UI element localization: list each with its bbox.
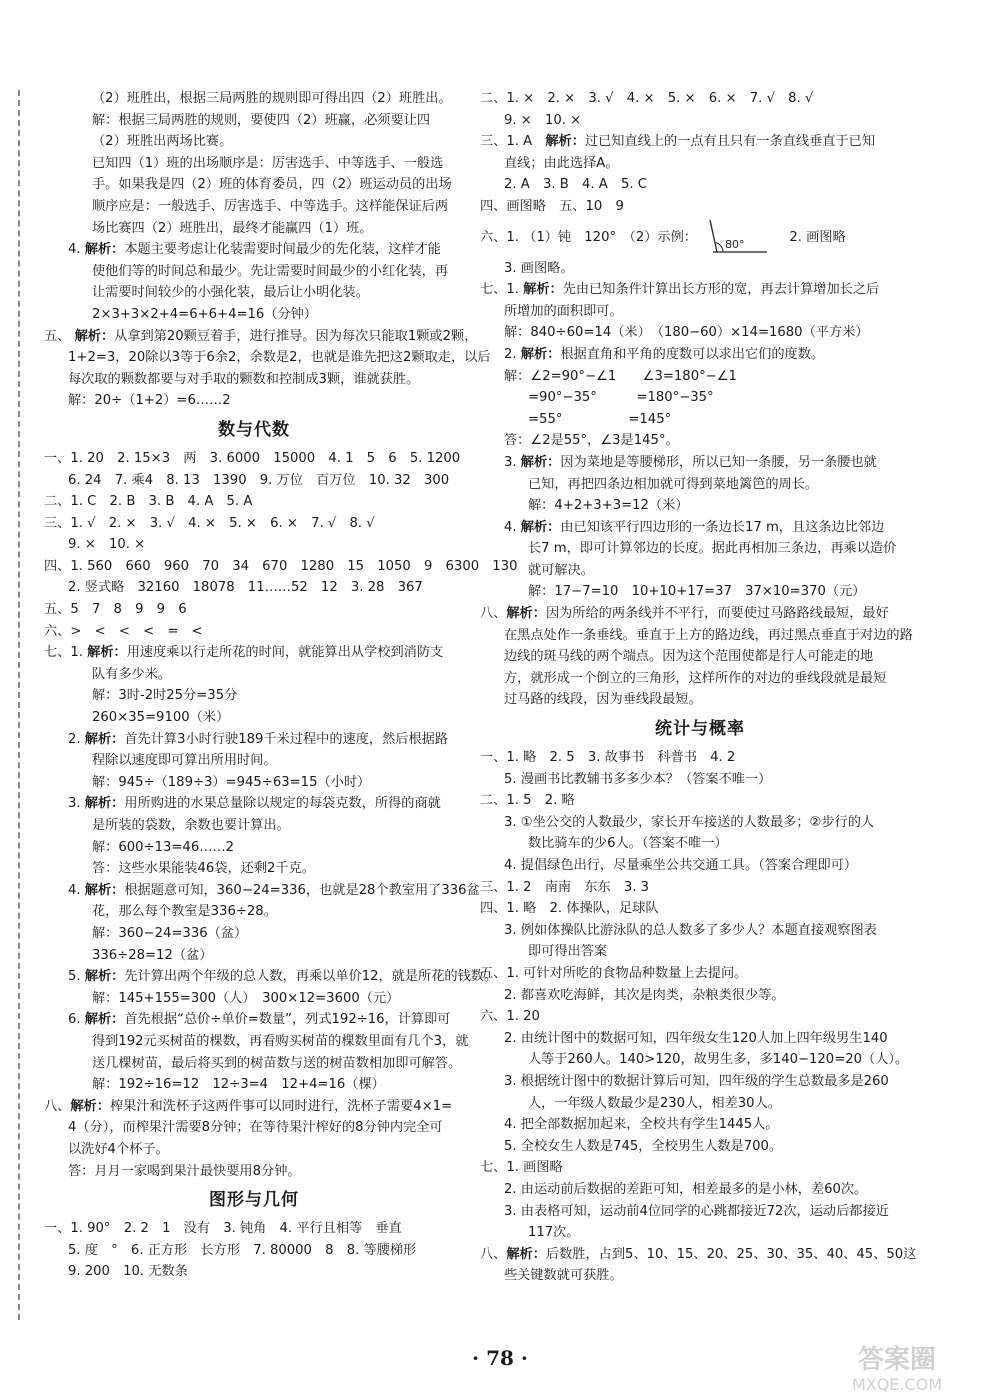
- line-text: 5.: [68, 969, 85, 985]
- line-text: 5. 漫画书比教辅书多多少本？（答案不唯一）: [504, 771, 772, 787]
- line-text: 首先计算3小时行驶189千米过程中的速度，然后根据路: [124, 731, 449, 747]
- line-text: 答：月月一家喝到果汁最快要用8分钟。: [68, 1163, 301, 1179]
- text-line: [480, 366, 920, 388]
- line-text: 6. 24 7. 乘4 8. 13 1390 9. 万位 百万位 10. 32 300: [68, 472, 450, 488]
- text-line: [480, 560, 920, 582]
- text-line: [44, 1161, 464, 1183]
- analysis-label: 解析：: [87, 645, 127, 661]
- line-text: 方，就形成一个倒立的三角形，这样所作的对边的垂线段就是最短: [504, 670, 887, 686]
- text-line: [480, 963, 920, 985]
- text-line: [480, 1136, 920, 1158]
- line-text: 就可解决。: [528, 562, 594, 578]
- text-line: [480, 474, 920, 496]
- line-text: 六、1. 20: [480, 1009, 540, 1025]
- line-text: 根据直角和平角的度数可以求出它们的度数。: [560, 346, 825, 362]
- line-text: 使他们等的时间总和最少。先让需要时间最少的小红化装，再: [92, 263, 449, 279]
- angle-label: 80°: [725, 237, 745, 251]
- line-text: 七、1.: [44, 645, 88, 661]
- text-line: [480, 898, 920, 920]
- text-line: [480, 941, 920, 963]
- binding-dashed-line: [18, 90, 20, 1320]
- text-line: [480, 833, 920, 855]
- text-line: [480, 495, 920, 517]
- line-text: 手。如果我是四（2）班的体育委员，四（2）班运动员的出场: [92, 177, 452, 193]
- text-line: [44, 945, 464, 967]
- text-line: [480, 747, 920, 769]
- svg-text:MXQE.COM: MXQE.COM: [851, 1375, 943, 1394]
- text-line: [44, 642, 464, 664]
- text-line: [480, 1006, 920, 1028]
- line-text: 二、1. C 2. B 3. B 4. A 5. A: [44, 494, 253, 510]
- text-line: [44, 923, 464, 945]
- line-text: 本题主要考虑让化装需要时间最少的先化装，这样才能: [124, 242, 441, 258]
- line-text: 五、5 7 8 9 9 6: [44, 602, 187, 618]
- analysis-label: 解析：: [506, 606, 546, 622]
- text-line: [44, 513, 464, 535]
- text-line: [44, 369, 464, 391]
- text-line: [44, 1218, 464, 1240]
- text-line: [480, 1049, 920, 1071]
- text-line: [480, 258, 920, 280]
- text-line: [44, 239, 464, 261]
- text-line: [44, 347, 491, 369]
- text-line: [480, 279, 920, 301]
- text-line: [44, 556, 518, 578]
- line-text: 3. 例如体操队比游泳队的总人数多了多少人？本题直接观察图表: [504, 922, 877, 938]
- text-line: [480, 110, 920, 132]
- text-line: [480, 344, 920, 366]
- text-line: [480, 1114, 920, 1136]
- text-line: [480, 88, 920, 110]
- line-text: 是所装的袋数，余数也要计算出。: [92, 818, 290, 833]
- text-line: [44, 685, 464, 707]
- line-text: 以洗好4个杯子。: [68, 1141, 169, 1157]
- text-line: [44, 448, 464, 470]
- text-line: [480, 1201, 920, 1223]
- line-text: 场比赛四（2）班胜出，最终才能赢四（1）班。: [92, 220, 373, 236]
- line-text: 2.: [504, 346, 521, 362]
- text-line: [44, 304, 464, 326]
- line-text: 5. 全校女生人数是745，全校男生人数是700。: [504, 1138, 783, 1154]
- line-text: 二、1. 5 2. 略: [480, 793, 575, 809]
- text-line: [44, 110, 464, 132]
- text-line: [44, 1139, 464, 1161]
- text-line: [44, 153, 464, 175]
- line-text: 队有多少米。: [92, 666, 172, 682]
- line-text: 9. × 10. ×: [504, 112, 582, 128]
- page-number: · 78 ·: [472, 1346, 528, 1370]
- line-text: 人，一年级人数最少是230人，相差30人。: [528, 1095, 781, 1111]
- line-text: 解：145+155=300（人） 300×12=3600（元）: [92, 990, 400, 1006]
- line-text: 由已知该平行四边形的一条边长17 m，且这条边比邻边: [560, 519, 885, 535]
- line-text: （2）班胜出两场比赛。: [92, 134, 233, 150]
- line-text: 得到192元买树苗的棵数，再看购买树苗的棵数里面有几个3，就: [92, 1033, 469, 1049]
- line-text: 解：4+2+3+3=12（米）: [528, 498, 689, 514]
- text-line: [480, 452, 920, 474]
- line-text: 解：17−7=10 10+10+17=37 37×10=370（元）: [528, 584, 866, 600]
- text-line: [480, 517, 920, 539]
- line-text: =55° =145°: [528, 411, 672, 427]
- text-line: [480, 877, 920, 899]
- line-text: 5. 度 ° 6. 正方形 长方形 7. 80000 8 8. 等腰梯形: [68, 1242, 417, 1258]
- line-text: 一、1. 略 2. 5 3. 故事书 科普书 4. 2: [480, 750, 736, 766]
- line-text: 2. A 3. B 4. A 5. C: [504, 177, 647, 193]
- text-line: [480, 1179, 920, 1201]
- line-text: 八、: [480, 606, 507, 622]
- line-text: 花，那么每个教室是336÷28。: [92, 904, 277, 920]
- text-line: [480, 668, 920, 690]
- line-text: 答：∠2是55°，∠3是145°。: [504, 433, 679, 449]
- text-line: [480, 920, 920, 942]
- right-column: [480, 88, 920, 1287]
- line-text: 直线；由此选择A。: [504, 155, 619, 171]
- line-text: 二、1. × 2. × 3. √ 4. × 5. × 6. × 7. √ 8. √: [480, 91, 814, 106]
- line-text: 即可得出答案: [528, 944, 608, 960]
- line-text: 已知四（1）班的出场顺序是：厉害选手、中等选手、一般选: [92, 155, 444, 171]
- text-line: [44, 491, 464, 513]
- line-text: 2. 由运动前后数据的差距可知，相差最多的是小林，差60次。: [504, 1181, 868, 1197]
- line-text: 4. 提倡绿色出行，尽量乘坐公共交通工具。（答案合理即可）: [504, 858, 858, 873]
- text-line: [480, 625, 920, 647]
- text-line: [480, 196, 920, 218]
- text-line: [44, 793, 464, 815]
- line-text: 4.: [68, 882, 85, 898]
- line-text: 八、: [44, 1098, 71, 1114]
- line-text: 三、1. A: [480, 134, 546, 150]
- line-text: 先计算出两个年级的总人数，再乘以单价12，就是所花的钱数。: [124, 969, 498, 985]
- line-text: =90°−35° =180°−35°: [528, 390, 714, 406]
- text-line: [480, 1244, 920, 1266]
- text-line: [480, 1157, 920, 1179]
- analysis-label: 解析：: [74, 328, 115, 344]
- text-line: [44, 534, 464, 556]
- line-text: 解：600÷13=46……2: [92, 839, 234, 855]
- line-text: 2. 由统计图中的数据可知，四年级女生120人加上四年级男生140: [504, 1030, 888, 1046]
- analysis-label: 解析：: [84, 882, 125, 898]
- text-line: [480, 581, 920, 603]
- line-text: 9. 200 10. 无数条: [68, 1264, 188, 1280]
- text-line: [44, 577, 464, 599]
- text-line: [480, 812, 920, 834]
- text-line: [480, 603, 920, 625]
- line-text: 七、1.: [480, 282, 524, 298]
- analysis-label: 解析：: [520, 346, 561, 362]
- text-line: [44, 599, 464, 621]
- text-line: [44, 1096, 464, 1118]
- line-text: 4.: [504, 519, 521, 535]
- text-line: [44, 707, 464, 729]
- text-line: [44, 196, 464, 218]
- figure-line-suffix: 2. 画图略: [789, 229, 846, 245]
- line-text: 117次。: [528, 1225, 580, 1241]
- line-text: 4. 把全部数据加起来，全校共有学生1445人。: [504, 1117, 779, 1133]
- text-line: [480, 301, 920, 323]
- text-line: [44, 729, 464, 751]
- text-line: [44, 1009, 464, 1031]
- line-text: 每次取的颗数都要与对手取的颗数和控制成3颗，谁就获胜。: [68, 371, 420, 387]
- line-text: 在黑点处作一条垂线。垂直于上方的路边线，再过黑点垂直于对边的路: [504, 627, 913, 643]
- line-text: 6.: [68, 1012, 85, 1028]
- analysis-label: 解析：: [84, 242, 125, 258]
- text-line: [44, 880, 480, 902]
- line-text: 4（分），而榨果汁需要8分钟；在等待果汁榨好的8分钟内完全可: [68, 1120, 443, 1136]
- text-line: [44, 621, 464, 643]
- line-text: 3. ①坐公交的人数最少，家长开车接送的人数最多；②步行的人: [504, 814, 875, 830]
- line-text: 四、画图略 五、10 9: [480, 198, 624, 214]
- text-line: [44, 1261, 464, 1283]
- watermark-logo: [812, 1340, 982, 1395]
- line-text: 2×3+3×2+4=6+6+4=16（分钟）: [92, 306, 318, 322]
- text-line: [480, 409, 920, 431]
- analysis-label: 解析：: [520, 454, 561, 470]
- analysis-label: 解析：: [545, 134, 585, 150]
- line-text: 八、: [480, 1246, 507, 1262]
- text-line: [44, 390, 464, 412]
- analysis-label: 解析：: [84, 731, 125, 747]
- text-line: [44, 131, 464, 153]
- line-text: 些关键数就可获胜。: [504, 1268, 623, 1284]
- text-line: [44, 1031, 469, 1053]
- line-text: 因为所给的两条线并不平行，而要使过马路路线最短，最好: [545, 606, 889, 622]
- text-line: [44, 1074, 464, 1096]
- line-text: 首先根据“总价÷单价=数量”，列式192÷16，计算即可: [124, 1012, 451, 1028]
- line-text: 解：840÷60=14（米） （180−60）×14=1680（平方米）: [504, 325, 869, 341]
- line-text: 2.: [68, 731, 85, 747]
- text-line: [480, 1071, 920, 1093]
- text-line: [44, 470, 464, 492]
- figure-line-prefix: 六、1. （1）钝 120° （2）示例：: [480, 229, 697, 245]
- text-line: [480, 1222, 920, 1244]
- line-text: 3.: [504, 454, 521, 470]
- line-text: 三、1. 2 南南 东东 3. 3: [480, 879, 650, 895]
- line-text: 解：根据三局两胜的规则，要使四（2）班赢，必须要让四: [92, 112, 431, 128]
- line-text: 解：3时-2时25分=35分: [92, 688, 238, 704]
- line-text: 2. 竖式略 32160 18078 11……52 12 3. 28 367: [68, 580, 423, 596]
- line-text: 答：这些水果能装46袋，还剩2千克。: [92, 861, 315, 877]
- line-text: 解：20÷（1+2）=6……2: [68, 393, 231, 409]
- line-text: 后数胜，占到5、10、15、20、25、30、35、40、45、50这: [545, 1246, 917, 1262]
- line-text: 因为菜地是等腰梯形，所以已知一条腰，另一条腰也就: [560, 454, 877, 470]
- line-text: 2. 都喜欢吃海鲜，其次是肉类，杂粮类很少等。: [504, 987, 785, 1003]
- text-line: [44, 218, 464, 240]
- text-line: [480, 174, 920, 196]
- line-text: 解：945÷（189÷3）=945÷63=15（小时）: [92, 774, 371, 790]
- line-text: 六、> < < < = <: [44, 623, 203, 639]
- text-line: [44, 1240, 464, 1262]
- line-text: 用速度乘以行走所花的时间，就能算出从学校到消防支: [126, 645, 444, 661]
- line-text: 送几棵树苗，最后将买到的树苗数与送的树苗数相加即可解答。: [92, 1055, 462, 1071]
- analysis-label: 解析：: [523, 282, 563, 298]
- analysis-label: 解析：: [70, 1098, 110, 1114]
- text-line: [480, 1028, 920, 1050]
- text-line: [44, 88, 464, 110]
- svg-text:答案圈: 答案圈: [857, 1345, 937, 1375]
- line-text: 336÷28=12（盆）: [92, 947, 213, 963]
- text-line: [480, 131, 920, 153]
- text-line: [480, 538, 920, 560]
- line-text: 9. × 10. ×: [68, 537, 146, 553]
- line-text: 程除以速度即可算出所用时间。: [92, 753, 277, 769]
- item-number: 4.: [68, 242, 85, 258]
- text-line: [480, 1093, 920, 1115]
- text-line: [480, 769, 920, 791]
- item-number: 五、: [44, 328, 75, 344]
- text-line: [44, 750, 464, 772]
- text-line: [44, 174, 464, 196]
- line-text: 三、1. √ 2. × 3. √ 4. × 5. × 6. × 7. √ 8. √: [44, 515, 375, 531]
- text-line: [480, 1265, 920, 1287]
- text-line: [44, 261, 464, 283]
- section-heading-geometry: 图形与几何: [209, 1190, 299, 1211]
- text-line: [44, 988, 464, 1010]
- section-heading-algebra: 数与代数: [218, 419, 290, 440]
- text-line: [480, 855, 920, 877]
- text-line: [44, 837, 464, 859]
- text-line: [480, 387, 920, 409]
- line-text: （2）班胜出，根据三局两胜的规则即可得出四（2）班胜出。: [92, 91, 452, 106]
- analysis-label: 解析：: [84, 1012, 125, 1028]
- line-text: 3. 根据统计图中的数据计算后可知，四年级的学生总数最多是260: [504, 1073, 889, 1089]
- line-text: 过已知直线上的一点有且只有一条直线垂直于已知: [584, 134, 876, 150]
- line-text: 数比骑车的少6人。（答案不唯一）: [528, 836, 728, 852]
- line-text: 3. 画图略。: [504, 260, 574, 276]
- line-text: 260×35=9100（米）: [92, 710, 230, 726]
- line-text: 四、1. 560 660 960 70 34 670 1280 15 1050 9 6300 130: [44, 558, 518, 574]
- text-line: [480, 153, 920, 175]
- line-text: 过马路的线段，因为垂线段最短。: [504, 692, 702, 708]
- line-text: 边线的斑马线的两个端点。因为这个范围使都是行人可能走的地: [504, 649, 874, 665]
- line-text: 先由已知条件计算出长方形的宽，再去计算增加长之后: [562, 282, 880, 298]
- text-line: [44, 664, 464, 686]
- line-text: 解：∠2=90°−∠1 ∠3=180°−∠1: [504, 368, 737, 384]
- analysis-label: 解析：: [520, 519, 561, 535]
- figure-line: [480, 218, 920, 258]
- analysis-label: 解析：: [84, 969, 125, 985]
- line-text: 人等于260人。140>120，故男生多，多140−120=20（人）。: [528, 1052, 909, 1068]
- line-text: 一、1. 90° 2. 2 1 没有 3. 钝角 4. 平行且相等 垂直: [44, 1221, 402, 1237]
- text-line: [480, 790, 920, 812]
- line-text: 让需要时间较少的小强化装，最后让小明化装。: [92, 285, 369, 301]
- text-line: [44, 772, 464, 794]
- line-text: 根据题意可知，360−24=336，也就是28个教室用了336盆: [124, 882, 480, 898]
- text-line: [44, 901, 464, 923]
- analysis-label: 解析：: [84, 796, 125, 812]
- text-line: [44, 1053, 464, 1075]
- text-line: [44, 326, 478, 348]
- text-line: [44, 1117, 464, 1139]
- line-text: 榨果汁和洗杯子这两件事可以同时进行，洗杯子需要4×1=: [109, 1098, 453, 1114]
- text-line: [480, 430, 920, 452]
- angle-80-figure: [709, 218, 771, 256]
- text-line: [480, 646, 920, 668]
- text-line: [44, 858, 464, 880]
- line-text: 已知，再把四条边相加就可得到菜地篱笆的周长。: [528, 476, 819, 492]
- line-text: 3.: [68, 796, 85, 812]
- text-line: [480, 985, 920, 1007]
- text-line: [480, 689, 920, 711]
- line-text: 顺序应是：一般选手、厉害选手、中等选手。这样能保证后两: [92, 198, 449, 214]
- analysis-label: 解析：: [506, 1246, 546, 1262]
- line-text: 用所购进的水果总量除以规定的每袋克数，所得的商就: [124, 796, 441, 812]
- line-text: 解：192÷16=12 12÷3=4 12+4=16（棵）: [92, 1077, 385, 1093]
- line-text: 从拿到第20颗豆着手，进行推导。因为每次只能取1颗或2颗，: [114, 328, 478, 344]
- text-line: [480, 322, 920, 344]
- section-heading-stats: 统计与概率: [655, 719, 745, 740]
- line-text: 所增加的面积即可。: [504, 303, 623, 319]
- line-text: 长7 m，即可计算邻边的长度。据此再相加三条边，再乘以造价: [528, 541, 897, 557]
- line-text: 五、1. 可针对所吃的食物品种数量上去提问。: [480, 965, 748, 981]
- line-text: 1+2=3，20除以3等于6余2，余数是2，也就是谁先把这2颗取走，以后: [68, 350, 491, 366]
- line-text: 3. 由表格可知，运动前4位同学的心跳都接近72次，运动后都接近: [504, 1203, 889, 1219]
- text-line: [44, 815, 464, 837]
- text-line: [44, 282, 464, 304]
- line-text: 四、1. 略 2. 体操队，足球队: [480, 901, 659, 917]
- line-text: 七、1. 画图略: [480, 1160, 563, 1176]
- text-line: [44, 966, 498, 988]
- line-text: 解：360−24=336（盆）: [92, 925, 248, 941]
- line-text: 一、1. 20 2. 15×3 两 3. 6000 15000 4. 1 5 6 5. 1200: [44, 450, 461, 466]
